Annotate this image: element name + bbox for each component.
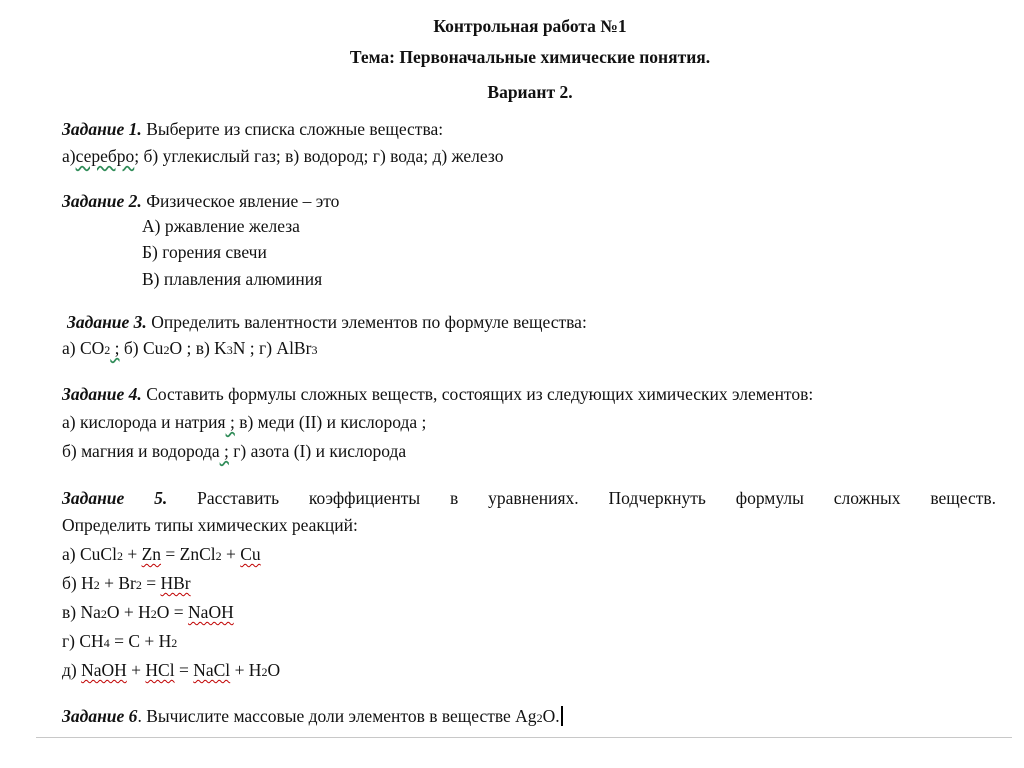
task4-question: Составить формулы сложных веществ, состоящих из следующих химических элементов: bbox=[146, 384, 814, 404]
task4-a-text: а) кислорода и натрия bbox=[62, 412, 226, 432]
task2-question-line bbox=[62, 190, 339, 212]
task4-question-line bbox=[62, 383, 813, 405]
eq-d-index1: 4 bbox=[103, 636, 110, 650]
task4-b-sep: ; bbox=[219, 441, 229, 461]
task5-equation-d bbox=[62, 630, 177, 654]
task4-label: Задание 4. bbox=[62, 384, 142, 404]
task3-c-index: 3 bbox=[226, 343, 233, 357]
task2-label: Задание 2. bbox=[62, 191, 142, 211]
task3-label: Задание 3. bbox=[67, 312, 147, 332]
page-bottom-rule bbox=[36, 737, 1012, 738]
task4-line-b bbox=[62, 440, 406, 462]
document-variant: Вариант 2. bbox=[487, 82, 573, 102]
eq-c-part1: в) Na bbox=[62, 602, 101, 622]
eq-c-index2: 2 bbox=[150, 607, 157, 621]
task6-question: . Вычислите массовые доли элементов в веществе Ag bbox=[137, 706, 537, 726]
task3-a-index: 2 bbox=[104, 343, 111, 357]
eq-d-index2: 2 bbox=[171, 636, 178, 650]
eq-d-part1: г) CH bbox=[62, 631, 104, 651]
eq-a-part1: а) CuCl bbox=[62, 544, 117, 564]
task4-c-text: в) меди (II) и кислорода ; bbox=[234, 412, 427, 432]
task1-options-line bbox=[62, 145, 503, 167]
task5-equation-b bbox=[62, 572, 191, 596]
task2-option-b: Б) горения свечи bbox=[142, 242, 267, 262]
eq-b-hbr: HBr bbox=[160, 573, 191, 593]
task6-label: Задание 6 bbox=[62, 706, 138, 726]
task5-question-line2: Определить типы химических реакций: bbox=[62, 515, 358, 535]
eq-c-naoh: NaOH bbox=[188, 602, 234, 622]
task5-equation-c bbox=[62, 601, 234, 625]
eq-e-part4: + H bbox=[230, 660, 262, 680]
eq-d-part2: = C + H bbox=[109, 631, 172, 651]
task6-line bbox=[62, 705, 563, 729]
task5-equation-a bbox=[62, 543, 261, 567]
task3-question-line bbox=[67, 311, 587, 333]
task3-d-text: N ; г) AlBr bbox=[232, 338, 312, 358]
task3-d-index: 3 bbox=[311, 343, 318, 357]
eq-b-index2: 2 bbox=[135, 578, 142, 592]
document-topic: Тема: Первоначальные химические понятия. bbox=[349, 47, 711, 67]
eq-e-index1: 2 bbox=[261, 665, 268, 679]
eq-c-index1: 2 bbox=[100, 607, 107, 621]
task6-index: 2 bbox=[536, 711, 543, 725]
task4-b-text: б) магния и водорода bbox=[62, 441, 220, 461]
eq-a-part3: = ZnCl bbox=[161, 544, 216, 564]
task5-question-line1 bbox=[62, 487, 996, 509]
task3-a-text: а) CO bbox=[62, 338, 105, 358]
task1-options-squig: серебро bbox=[75, 146, 135, 166]
task3-c-text: O ; в) K bbox=[169, 338, 227, 358]
task3-b-text: б) Cu bbox=[119, 338, 164, 358]
eq-a-cu: Cu bbox=[240, 544, 261, 564]
task2-option-a: А) ржавление железа bbox=[142, 216, 300, 236]
task2-question: Физическое явление – это bbox=[146, 191, 340, 211]
task3-a-sep: ; bbox=[110, 338, 120, 358]
task1-label: Задание 1. bbox=[62, 119, 142, 139]
eq-b-part1: б) H bbox=[62, 573, 94, 593]
task5-label: Задание 5. bbox=[62, 488, 168, 508]
eq-e-part2: + bbox=[126, 660, 146, 680]
text-cursor[interactable] bbox=[561, 706, 563, 726]
task4-d-text: г) азота (I) и кислорода bbox=[228, 441, 407, 461]
eq-a-part4: + bbox=[221, 544, 241, 564]
task5-equation-e bbox=[62, 659, 280, 683]
eq-c-part2: O + H bbox=[106, 602, 151, 622]
task1-options: ; б) углекислый газ; в) водород; г) вода; д) железо bbox=[134, 146, 504, 166]
eq-a-index1: 2 bbox=[116, 549, 123, 563]
eq-e-naoh: NaOH bbox=[81, 660, 127, 680]
task3-question: Определить валентности элементов по формуле вещества: bbox=[151, 312, 587, 332]
eq-a-part2: + bbox=[122, 544, 142, 564]
document-title: Контрольная работа №1 bbox=[433, 16, 627, 36]
task3-b-index: 2 bbox=[163, 343, 170, 357]
task5-question-1: Расставить коэффициенты в уравнениях. Подчеркнуть формулы сложных веществ. bbox=[197, 488, 997, 508]
task4-line-a bbox=[62, 411, 426, 433]
eq-a-index2: 2 bbox=[215, 549, 222, 563]
eq-e-hcl: HCl bbox=[145, 660, 175, 680]
task1-question: Выберите из списка сложные вещества: bbox=[146, 119, 444, 139]
eq-a-zn: Zn bbox=[141, 544, 162, 564]
eq-b-part2: + Br bbox=[99, 573, 136, 593]
task2-option-c: В) плавления алюминия bbox=[142, 269, 323, 289]
task1-options-prefix: а) bbox=[62, 146, 76, 166]
eq-e-part5: O bbox=[267, 660, 281, 680]
task4-a-sep: ; bbox=[225, 412, 235, 432]
eq-c-part3: O = bbox=[156, 602, 189, 622]
task1-question-line bbox=[62, 118, 443, 140]
eq-e-part1: д) bbox=[62, 660, 82, 680]
task3-formulas bbox=[62, 337, 317, 361]
task6-post: O. bbox=[542, 706, 560, 726]
eq-e-part3: = bbox=[174, 660, 194, 680]
eq-e-nacl: NaCl bbox=[193, 660, 231, 680]
eq-b-index1: 2 bbox=[93, 578, 100, 592]
eq-b-part3: = bbox=[141, 573, 161, 593]
